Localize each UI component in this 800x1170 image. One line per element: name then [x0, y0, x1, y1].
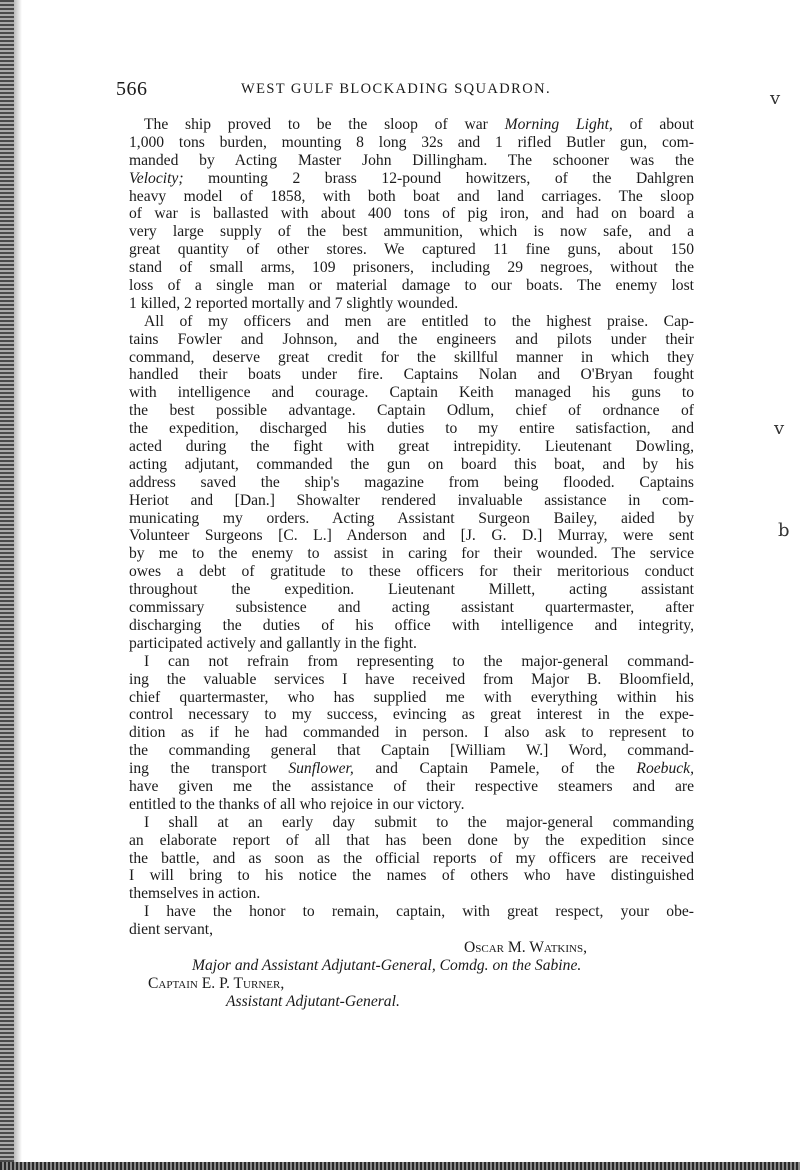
text-run: participated actively and gallantly in the fight.: [129, 634, 417, 652]
text-run: I can not refrain from representing to the major-general command-: [144, 652, 694, 670]
text-line: [144, 116, 694, 134]
italic-text: Sunflower,: [288, 760, 354, 778]
text-run: great quantity of other stores. We captured 11 fine guns, about 150: [129, 241, 694, 259]
text-line: [129, 850, 694, 868]
text-run: chief quartermaster, who has supplied me with everything within his: [129, 688, 694, 706]
page-header: [116, 78, 696, 102]
text-line: [129, 867, 694, 885]
text-line: [129, 742, 694, 760]
text-line: [129, 581, 694, 599]
text-run: municating my orders. Acting Assistant Surgeon Bailey, aided by: [129, 509, 694, 527]
text-run: stand of small arms, 109 prisoners, including 29 negroes, without the: [129, 259, 694, 277]
text-line: [129, 760, 694, 778]
scan-edge-bottom: [0, 1162, 800, 1170]
text-run: ing the transport: [129, 760, 289, 778]
italic-text: Velocity;: [129, 169, 184, 187]
addressee-name: Captain E. P. Turner,: [148, 974, 285, 992]
text-line: [129, 438, 694, 456]
paragraph: [129, 116, 694, 313]
text-line: [129, 384, 694, 402]
text-run: tains Fowler and Johnson, and the engineers and pilots under their: [129, 330, 694, 348]
margin-mark-1: v: [770, 88, 781, 109]
text-line: [129, 510, 694, 528]
text-run: throughout the expedition. Lieutenant Millett, acting assistant: [129, 581, 694, 599]
text-run: address saved the ship's magazine from being flooded. Captains: [129, 473, 694, 491]
text-run: I have the honor to remain, captain, with great respect, your obe-: [144, 903, 694, 921]
text-run: heavy model of 1858, with both boat and land carriages. The sloop: [129, 187, 694, 205]
text-line: [129, 671, 694, 689]
text-line: [129, 724, 694, 742]
text-line: [129, 402, 694, 420]
text-line: [144, 814, 694, 832]
page-number: 566: [116, 78, 148, 100]
text-run: 1,000 tons burden, mounting 8 long 32s and 1 rifled Butler gun, com-: [129, 133, 694, 151]
italic-text: Morning Light,: [504, 116, 613, 133]
text-run: commissary subsistence and acting assistant quartermaster, after: [129, 599, 694, 617]
text-line: [129, 599, 694, 617]
text-line: [129, 778, 694, 796]
text-line: [129, 241, 694, 259]
text-run: discharging the duties of his office with intelligence and integrity,: [129, 616, 694, 634]
text-line: [129, 456, 694, 474]
text-line: [129, 331, 694, 349]
text-run: I will bring to his notice the names of others who have distinguished: [129, 867, 694, 885]
text-run: of war is ballasted with about 400 tons of pig iron, and had on board a: [129, 205, 694, 223]
text-run: the commanding general that Captain [William W.] Word, command-: [129, 742, 694, 760]
text-line: [129, 885, 694, 903]
text-line: [129, 205, 694, 223]
italic-text: Roebuck,: [636, 760, 694, 778]
text-run: command, deserve great credit for the skillful manner in which they: [129, 348, 694, 366]
text-run: acting adjutant, commanded the gun on board this boat, and by his: [129, 455, 694, 473]
text-line: [129, 796, 694, 814]
text-line: [129, 635, 694, 653]
running-head: WEST GULF BLOCKADING SQUADRON.: [241, 81, 551, 97]
text-run: the battle, and as soon as the official reports of my officers are received: [129, 849, 694, 867]
text-line: [129, 832, 694, 850]
text-run: very large supply of the best ammunition, which is now safe, and a: [129, 223, 694, 241]
text-line: [144, 653, 694, 671]
text-line: [144, 903, 694, 921]
text-line: [129, 366, 694, 384]
scan-edge-left: [0, 0, 14, 1170]
text-line: [129, 545, 694, 563]
text-line: [129, 223, 694, 241]
text-run: loss of a single man or material damage to our boats. The enemy lost: [129, 277, 694, 295]
text-line: [129, 492, 694, 510]
signature-title: Major and Assistant Adjutant-General, Comdg. on the Sabine.: [192, 956, 582, 974]
addressee-title: Assistant Adjutant-General.: [226, 992, 400, 1010]
text-line: [129, 689, 694, 707]
text-run: entitled to the thanks of all who rejoice in our victory.: [129, 795, 465, 813]
scan-edge-shadow: [14, 0, 22, 1170]
text-line: [129, 188, 694, 206]
letter-body: [129, 116, 694, 1011]
text-run: owes a debt of gratitude to these officers for their meritorious conduct: [129, 563, 694, 581]
text-line: [129, 563, 694, 581]
margin-mark-2: v: [774, 418, 785, 439]
text-run: themselves in action.: [129, 885, 261, 903]
text-line: [129, 921, 694, 939]
text-run: the expedition, discharged his duties to my entire satisfaction, and: [129, 420, 694, 438]
text-line: [129, 259, 694, 277]
text-run: the best possible advantage. Captain Odlum, chief of ordnance of: [129, 402, 694, 420]
text-run: dient servant,: [129, 921, 214, 939]
text-run: an elaborate report of all that has been done by the expedition since: [129, 831, 694, 849]
text-run: and Captain Pamele, of the: [353, 760, 637, 778]
text-run: The ship proved to be the sloop of war: [144, 116, 505, 133]
text-run: handled their boats under fire. Captains Nolan and O'Bryan fought: [129, 366, 694, 384]
text-run: of about: [612, 116, 694, 133]
text-line: [129, 170, 694, 188]
paragraph: [129, 813, 694, 903]
text-line: [129, 349, 694, 367]
text-line: [129, 617, 694, 635]
text-run: Heriot and [Dan.] Showalter rendered invaluable assistance in com-: [129, 491, 694, 509]
text-run: All of my officers and men are entitled to the highest praise. Cap-: [144, 312, 694, 330]
paragraph: [129, 652, 694, 814]
text-run: acted during the fight with great intrepidity. Lieutenant Dowling,: [129, 438, 694, 456]
margin-mark-3: b: [778, 520, 790, 541]
signature-name: Oscar M. Watkins,: [464, 938, 588, 956]
text-run: ing the valuable services I have received from Major B. Bloomfield,: [129, 670, 694, 688]
text-run: dition as if he had commanded in person. I also ask to represent to: [129, 724, 694, 742]
text-line: [129, 152, 694, 170]
text-run: mounting 2 brass 12-pound howitzers, of the Dahlgren: [183, 169, 694, 187]
text-run: have given me the assistance of their respective steamers and are: [129, 777, 694, 795]
text-run: control necessary to my success, evincing as great interest in the expe-: [129, 706, 694, 724]
text-run: Volunteer Surgeons [C. L.] Anderson and [J. G. D.] Murray, were sent: [129, 527, 694, 545]
text-line: [144, 313, 694, 331]
text-run: 1 killed, 2 reported mortally and 7 slightly wounded.: [129, 294, 459, 312]
text-line: [129, 527, 694, 545]
text-line: [129, 295, 694, 313]
text-line: [129, 420, 694, 438]
text-run: manded by Acting Master John Dillingham. The schooner was the: [129, 151, 694, 169]
text-line: [129, 134, 694, 152]
text-run: by me to the enemy to assist in caring for their wounded. The service: [129, 545, 694, 563]
text-line: [129, 474, 694, 492]
text-run: I shall at an early day submit to the major-general commanding: [144, 813, 694, 831]
text-line: [129, 277, 694, 295]
paragraph: [129, 903, 694, 939]
paragraph: [129, 312, 694, 653]
text-run: with intelligence and courage. Captain Keith managed his guns to: [129, 384, 694, 402]
text-line: [129, 706, 694, 724]
